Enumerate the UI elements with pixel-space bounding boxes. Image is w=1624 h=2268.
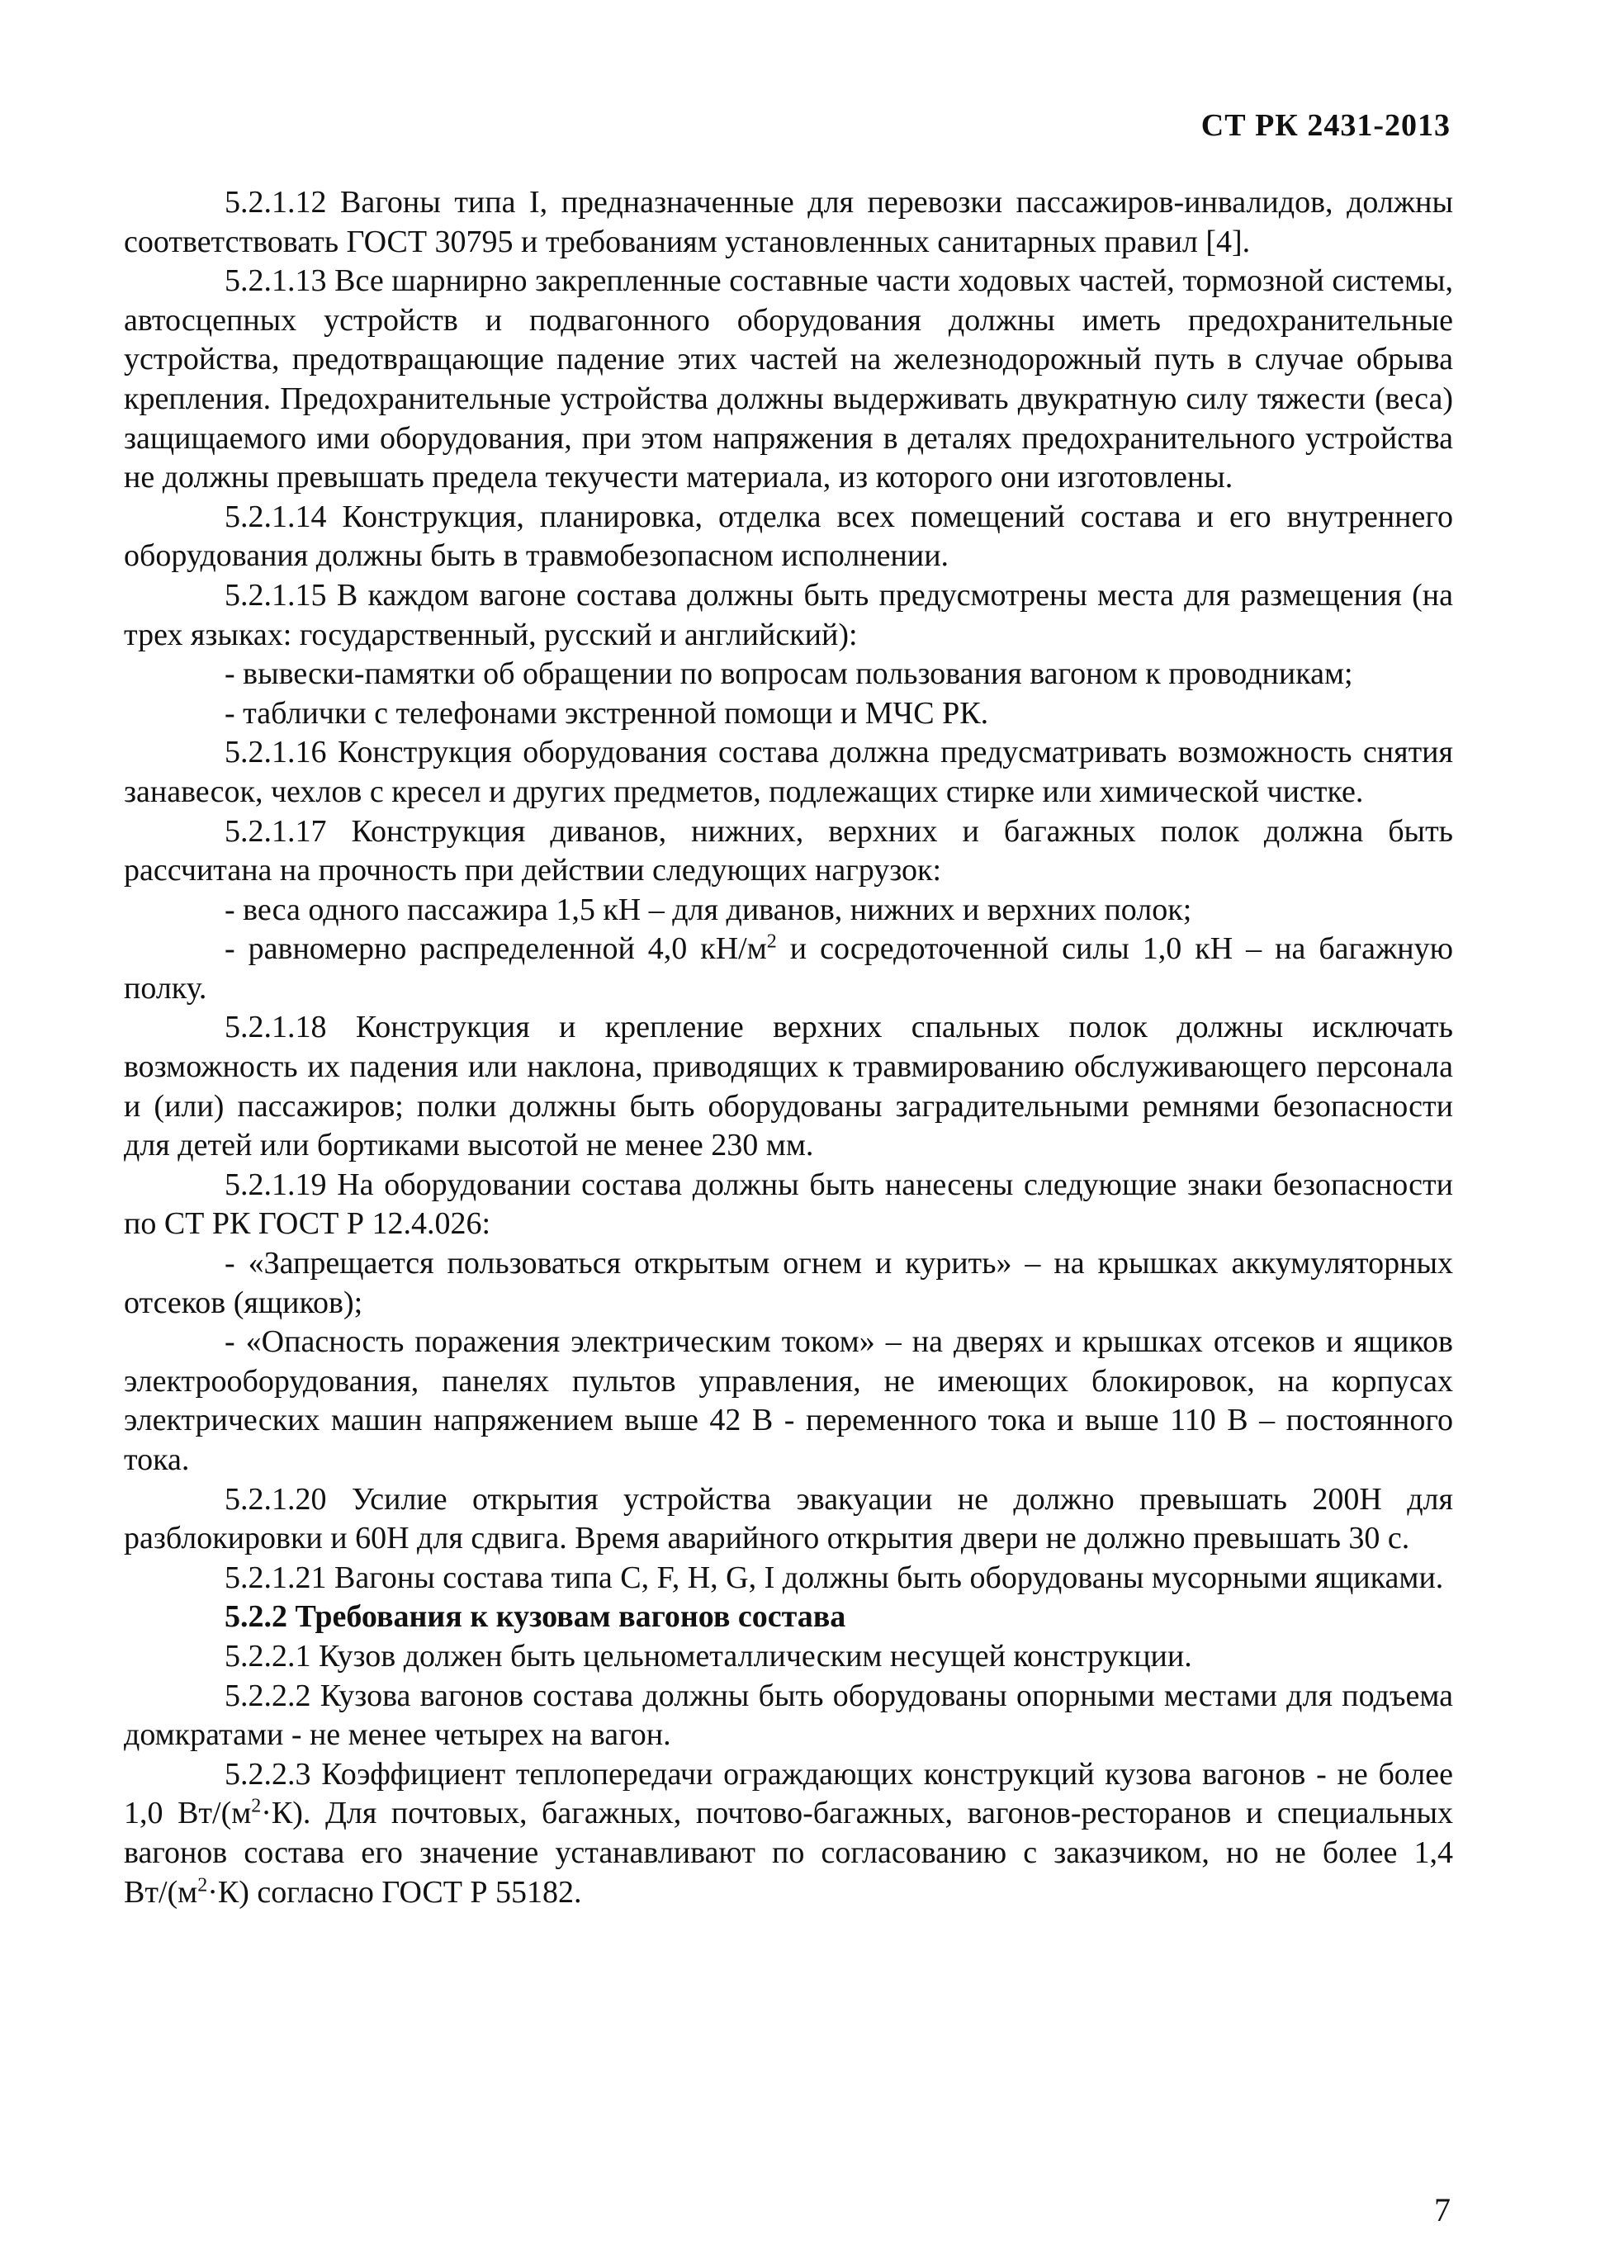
superscript: 2 — [197, 1873, 208, 1896]
paragraph-5-2-1-21: 5.2.1.21 Вагоны состава типа C, F, H, G, I должны быть оборудованы мусорными ящиками. — [225, 1560, 1444, 1595]
heat-text-middle: ·К). Для почтовых, багажных, почтово-багажных, вагонов-ресторанов и специальных вагонов состава его значение устанавливают по согласованию с заказчиком, но не более 1,4 Вт/(м — [124, 1796, 1453, 1910]
paragraph-5-2-1-18: 5.2.1.18 Конструкция и крепление верхних спальных полок должны исключать возможность их падения или наклона, приводящих к травмированию обслуживающего персонала и (или) пассажиров; полки должны быть оборудованы заградительными ремнями безопасности для детей или бортиками высотой не менее 230 мм. — [124, 1010, 1453, 1163]
paragraph-5-2-2-3 — [124, 1755, 1453, 1912]
paragraph-5-2-1-12: 5.2.1.12 Вагоны типа I, предназначенные для перевозки пассажиров-инвалидов, должны соответствовать ГОСТ 30795 и требованиям установленных санитарных правил [4]. — [124, 185, 1453, 259]
list-item-passenger-weight: - веса одного пассажира 1,5 кН – для диванов, нижних и верхних полок; — [225, 892, 1192, 927]
paragraph-5-2-1-13: 5.2.1.13 Все шарнирно закрепленные составные части ходовых частей, тормозной системы, автосцепных устройств и подвагонного оборудования должны иметь предохранительные устройства, предотвращающие падение этих частей на железнодорожный путь в случае обрыва крепления. Предохранительные устройства должны выдерживать двукратную силу тяжести (веса) защищаемого ими оборудования, при этом напряжения в деталях предохранительного устройства не должны превышать предела текучести материала, из которого они изготовлены. — [124, 263, 1453, 495]
paragraph-5-2-1-16: 5.2.1.16 Конструкция оборудования состава должна предусматривать возможность снятия занавесок, чехлов с кресел и других предметов, подлежащих стирке или химической чистке. — [124, 735, 1453, 809]
list-item-electric-shock-sign: - «Опасность поражения электрическим током» – на дверях и крышках отсеков и ящиков электрооборудования, панелях пультов управления, не имеющих блокировок, на корпусах электрических машин напряжением выше 42 В - переменного тока и выше 110 В – постоянного тока. — [124, 1324, 1453, 1477]
document-body — [124, 183, 1453, 1912]
page-number: 7 — [1434, 2191, 1451, 2228]
paragraph-5-2-1-15: 5.2.1.15 В каждом вагоне состава должны быть предусмотрены места для размещения (на трех языках: государственный, русский и английский): — [124, 577, 1453, 652]
paragraph-5-2-1-17: 5.2.1.17 Конструкция диванов, нижних, верхних и багажных полок должна быть рассчитана на прочность при действии следующих нагрузок: — [124, 813, 1453, 888]
paragraph-5-2-1-19: 5.2.1.19 На оборудовании состава должны быть нанесены следующие знаки безопасности по СТ РК ГОСТ Р 12.4.026: — [124, 1167, 1453, 1242]
paragraph-5-2-1-20: 5.2.1.20 Усилие открытия устройства эвакуации не должно превышать 200Н для разблокировки и 60Н для сдвига. Время аварийного открытия двери не должно превышать 30 с. — [124, 1481, 1453, 1556]
list-item-signs: - вывески-памятки об обращении по вопросам пользования вагоном к проводникам; — [225, 656, 1353, 692]
paragraph-5-2-1-14: 5.2.1.14 Конструкция, планировка, отделка всех помещений состава и его внутреннего оборудования должны быть в травмобезопасном исполнении. — [124, 499, 1453, 574]
heat-text-start: 5.2.2.3 Коэффициент теплопередачи ограждающих конструкций кузова вагонов - не более 1,0 Вт/(м — [124, 1756, 1453, 1831]
load-text-end: и сосредоточенной силы 1,0 кН – на багажную полку. — [124, 931, 1453, 1006]
load-text-start: - равномерно распределенной 4,0 кН/м — [225, 931, 767, 967]
section-heading-5-2-2: 5.2.2 Требования к кузовам вагонов состава — [225, 1599, 846, 1635]
superscript: 2 — [766, 930, 777, 953]
heat-text-end: ·К) согласно ГОСТ Р 55182. — [207, 1874, 582, 1910]
list-item-no-fire-sign: - «Запрещается пользоваться открытым огнем и курить» – на крышках аккумуляторных отсеков (ящиков); — [124, 1246, 1453, 1320]
list-item-emergency-phones: - таблички с телефонами экстренной помощи и МЧС РК. — [225, 695, 989, 731]
paragraph-5-2-2-1: 5.2.2.1 Кузов должен быть цельнометаллическим несущей конструкции. — [225, 1638, 1192, 1674]
superscript: 2 — [251, 1795, 262, 1817]
list-item-distributed-load — [124, 930, 1453, 1008]
document-code-header: СТ РК 2431-2013 — [1200, 108, 1451, 143]
paragraph-5-2-2-2: 5.2.2.2 Кузова вагонов состава должны быть оборудованы опорными местами для подъема домкратами - не менее четырех на вагон. — [124, 1678, 1453, 1753]
